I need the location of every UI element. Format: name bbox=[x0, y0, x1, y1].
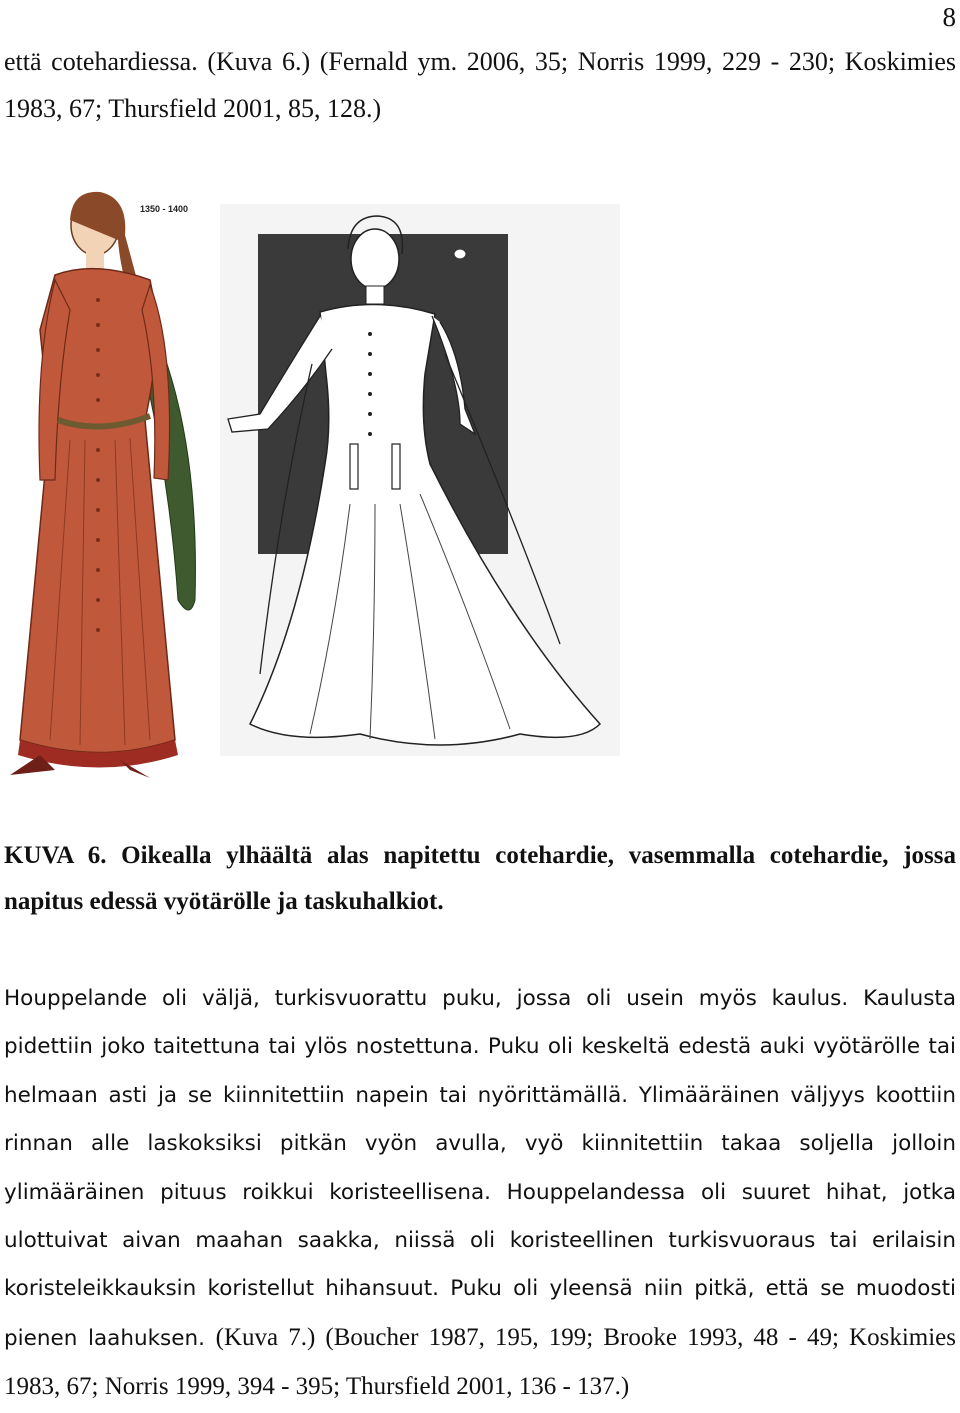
page-number: 8 bbox=[942, 2, 956, 32]
body-paragraph bbox=[4, 975, 956, 1413]
continued-paragraph: että cotehardiessa. (Kuva 6.) (Fernald ym. 2006, 35; Norris 1999, 229 - 230; Koskimies 1983, 67; Thursfield 2001, 85, 128.) bbox=[4, 47, 956, 123]
body-text: Houppelande oli väljä, turkisvuorattu puku, jossa oli usein myös kaulus. Kaulusta pidettiin joko taitettuna tai ylös nostettuna. Puku oli keskeltä edestä auki vyötärölle tai helmaan asti ja se kiinnitettiin napein tai nyörittämällä. Ylimääräinen väljyys koottiin rinnan alle laskoksiksi pitkän vyön avulla, vyö kiinnitettiin takaa soljella jolloin ylimääräinen pituus roikkui koristeellisena. Houppelandessa oli suuret hihat, jotka ulottuivat aivan maahan saakka, niissä oli koristeellinen turkisvuoraus tai erilaisin koristeleikkauksin koristellut hihansuut. Puku oli yleensä niin pitkä, että se muodosti pienen laahuksen. bbox=[4, 986, 956, 1351]
illustration-line-cotehardie bbox=[220, 204, 620, 756]
illustration-colored-cotehardie bbox=[0, 180, 210, 780]
body-reference: (Kuva 7.) (Boucher 1987, 195, 199; Brooke 1993, 48 - 49; Koskimies 1983, 67; Norris 1999, 394 - 395; Thursfield 2001, 136 - 137.) bbox=[4, 1323, 956, 1401]
figure-cotehardie bbox=[0, 180, 960, 780]
figure-caption: KUVA 6. Oikealla ylhäältä alas napitettu cotehardie, vasemmalla cotehardie, jossa napitus edessä vyötärölle ja taskuhalkiot. bbox=[4, 842, 956, 915]
year-label: 1350 - 1400 bbox=[140, 204, 189, 214]
